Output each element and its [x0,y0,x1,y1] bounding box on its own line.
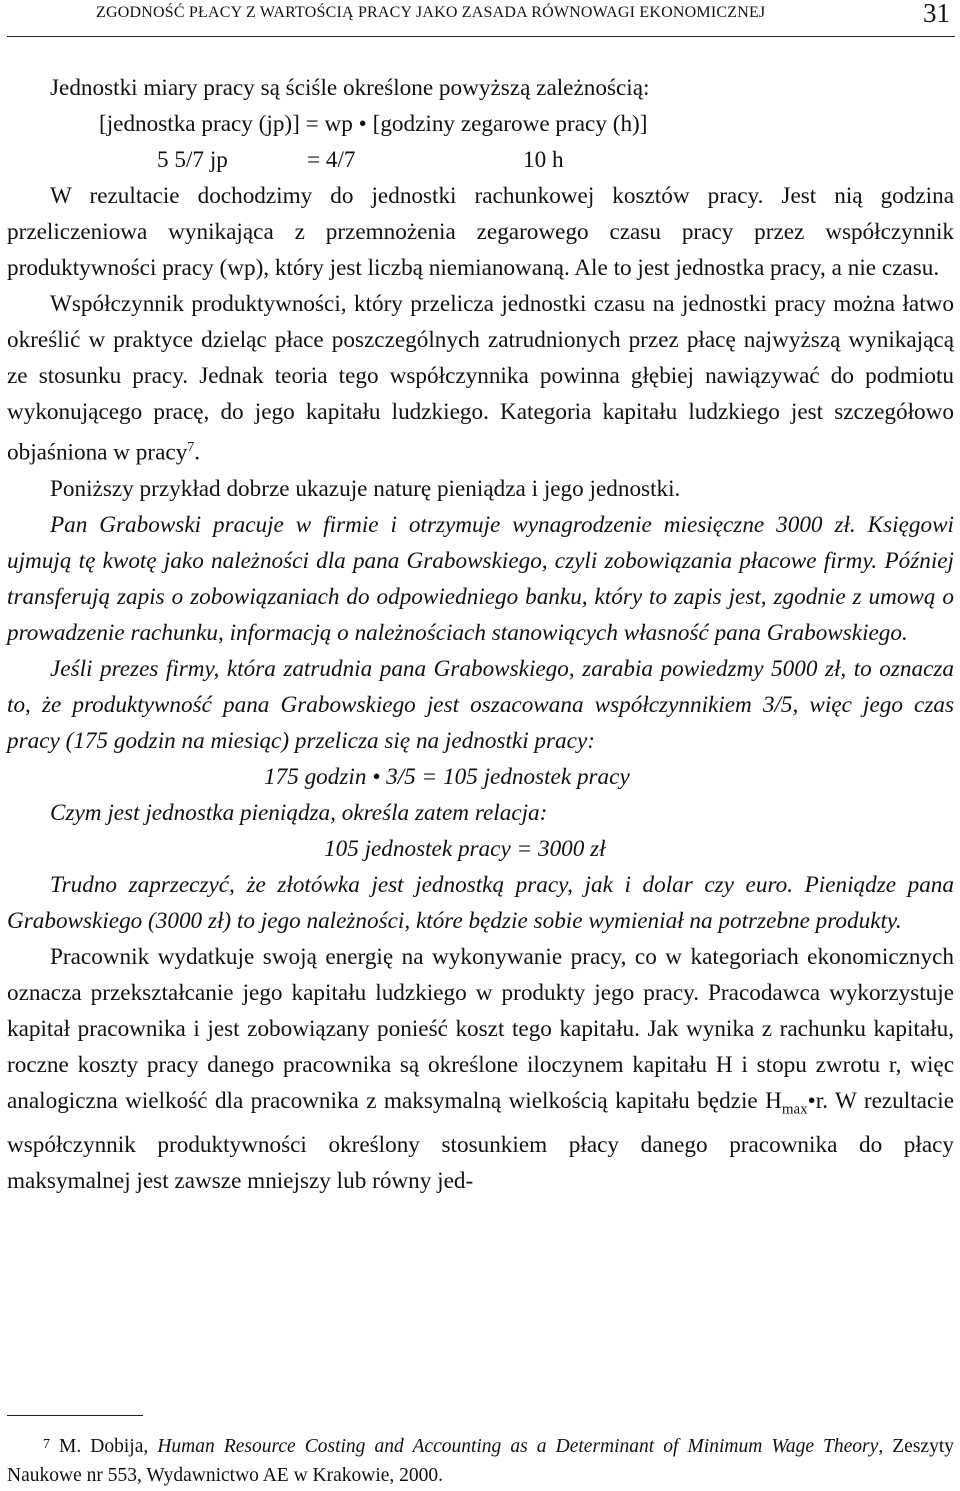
example-paragraph-3: Czym jest jednostka pieniądza, określa zatem relacja: [50,799,548,826]
formula-values [7,142,954,178]
footnotes [7,1430,954,1490]
paragraph-2-end: . [194,439,201,466]
paragraph-4-text: Pracownik wydatkuje swoją energię na wykonywanie pracy, co w kategoriach ekonomicznych oznacza przekształcanie jego kapitału ludzkiego w produkty jego pracy. Pracodawca wykorzystuje kapitał pracownika i jest zobowiązany ponieść koszt tego kapitału. Jak wynika z rachunku kapitału, roczne koszty pracy danego pracownika są określone iloczynem kapitału H i stopu zwrotu r, więc analogiczna wielkość dla pracownika z maksymalną wielkością kapitału będzie [7,943,954,1114]
h-max-symbol: H [765,1087,782,1114]
example-paragraph-1: Pan Grabowski pracuje w firmie i otrzymuje wynagrodzenie miesięczne 3000 zł. Księgowi ujmują tę kwotę jako należności dla pana Grabowskiego, czyli zobowiązania płacowe firmy. Później transferują zapis o zobowiązaniach do odpowiedniego banku, który to zapis jest, zgodnie z umową o prowadzenie rachunku, informacją o należnościach stanowiących własność pana Grabowskiego. [7,511,954,646]
paragraph-4-end: •r. W rezultacie współczynnik produktywności określony stosunkiem płacy danego pracownika do płacy maksymalnej jest zawsze mniejszy lub równy jed- [7,1087,954,1195]
intro-paragraph: Jednostki miary pracy są ściśle określone powyższą zależnością: [50,75,650,101]
footnote-number: 7 [43,1437,50,1452]
h-max-subscript: max [781,1101,808,1118]
paragraph-2-text: Współczynnik produktywności, który przelicza jednostki czasu na jednostki pracy można łatwo określić w praktyce dzieląc płace poszczególnych zatrudnionych przez płacę najwyższą wynikającą ze stosunku pracy. Jednak teoria tego współczynnika powinna głębiej nawiązywać do podmiotu wykonującego pracę, do jego kapitału ludzkiego. Kategoria kapitału ludzkiego jest szczegółowo objaśniona w pracy [7,291,954,466]
running-title: ZGODNOŚĆ PŁACY Z WARTOŚCIĄ PRACY JAKO ZASADA RÓWNOWAGI EKONOMICZNEJ [96,4,766,21]
example-paragraph-2: Jeśli prezes firmy, która zatrudnia pana Grabowskiego, zarabia powiedzmy 5000 zł, to oznacza to, że produktywność pana Grabowskiego jest oszacowana współczynnikiem 3/5, więc jego czas pracy (175 godzin na miesiąc) przelicza się na jednostki pracy: [7,655,954,754]
equation-2: 105 jednostek pracy = 3000 zł [324,835,606,862]
formula-line: [jednostka pracy (jp)] = wp • [godziny zegarowe pracy (h)] [99,111,648,137]
footnote-source: , Zeszyty Naukowe nr 553, Wydawnictwo AE w Krakowie, 2000. [7,1436,954,1486]
formula-value-wp: = 4/7 [307,147,356,173]
paragraph-3: Poniższy przykład dobrze ukazuje naturę pieniądza i jego jednostki. [50,475,681,502]
footnote-author: M. Dobija, [59,1436,149,1457]
footnote-rule [7,1415,143,1416]
paragraph-4 [7,939,954,1200]
formula-value-jp: 5 5/7 jp [157,147,228,173]
formula-value-h: 10 h [523,147,564,173]
footnote-ref-7[interactable]: 7 [187,440,195,455]
equation-1: 175 godzin • 3/5 = 105 jednostek pracy [264,763,630,790]
page-number: 31 [923,0,950,28]
example-paragraph-4: Trudno zaprzeczyć, że złotówka jest jednostką pracy, jak i dolar czy euro. Pieniądze pana Grabowskiego (3000 zł) to jego należności, które będzie sobie wymieniał na potrzebne produkty. [7,871,954,934]
footnote-title: Human Resource Costing and Accounting as a Determinant of Minimum Wage Theory [157,1436,879,1457]
main-text [7,70,954,1199]
paragraph-2 [7,286,954,471]
footnote-7 [7,1430,954,1490]
header-rule [7,36,955,37]
paragraph-1: W rezultacie dochodzimy do jednostki rachunkowej kosztów pracy. Jest nią godzina przeliczeniowa wynikająca z przemnożenia zegarowego czasu pracy przez współczynnik produktywności pracy (wp), który jest liczbą niemianowaną. Ale to jest jednostka pracy, a nie czasu. [7,183,954,281]
running-header [0,0,960,42]
